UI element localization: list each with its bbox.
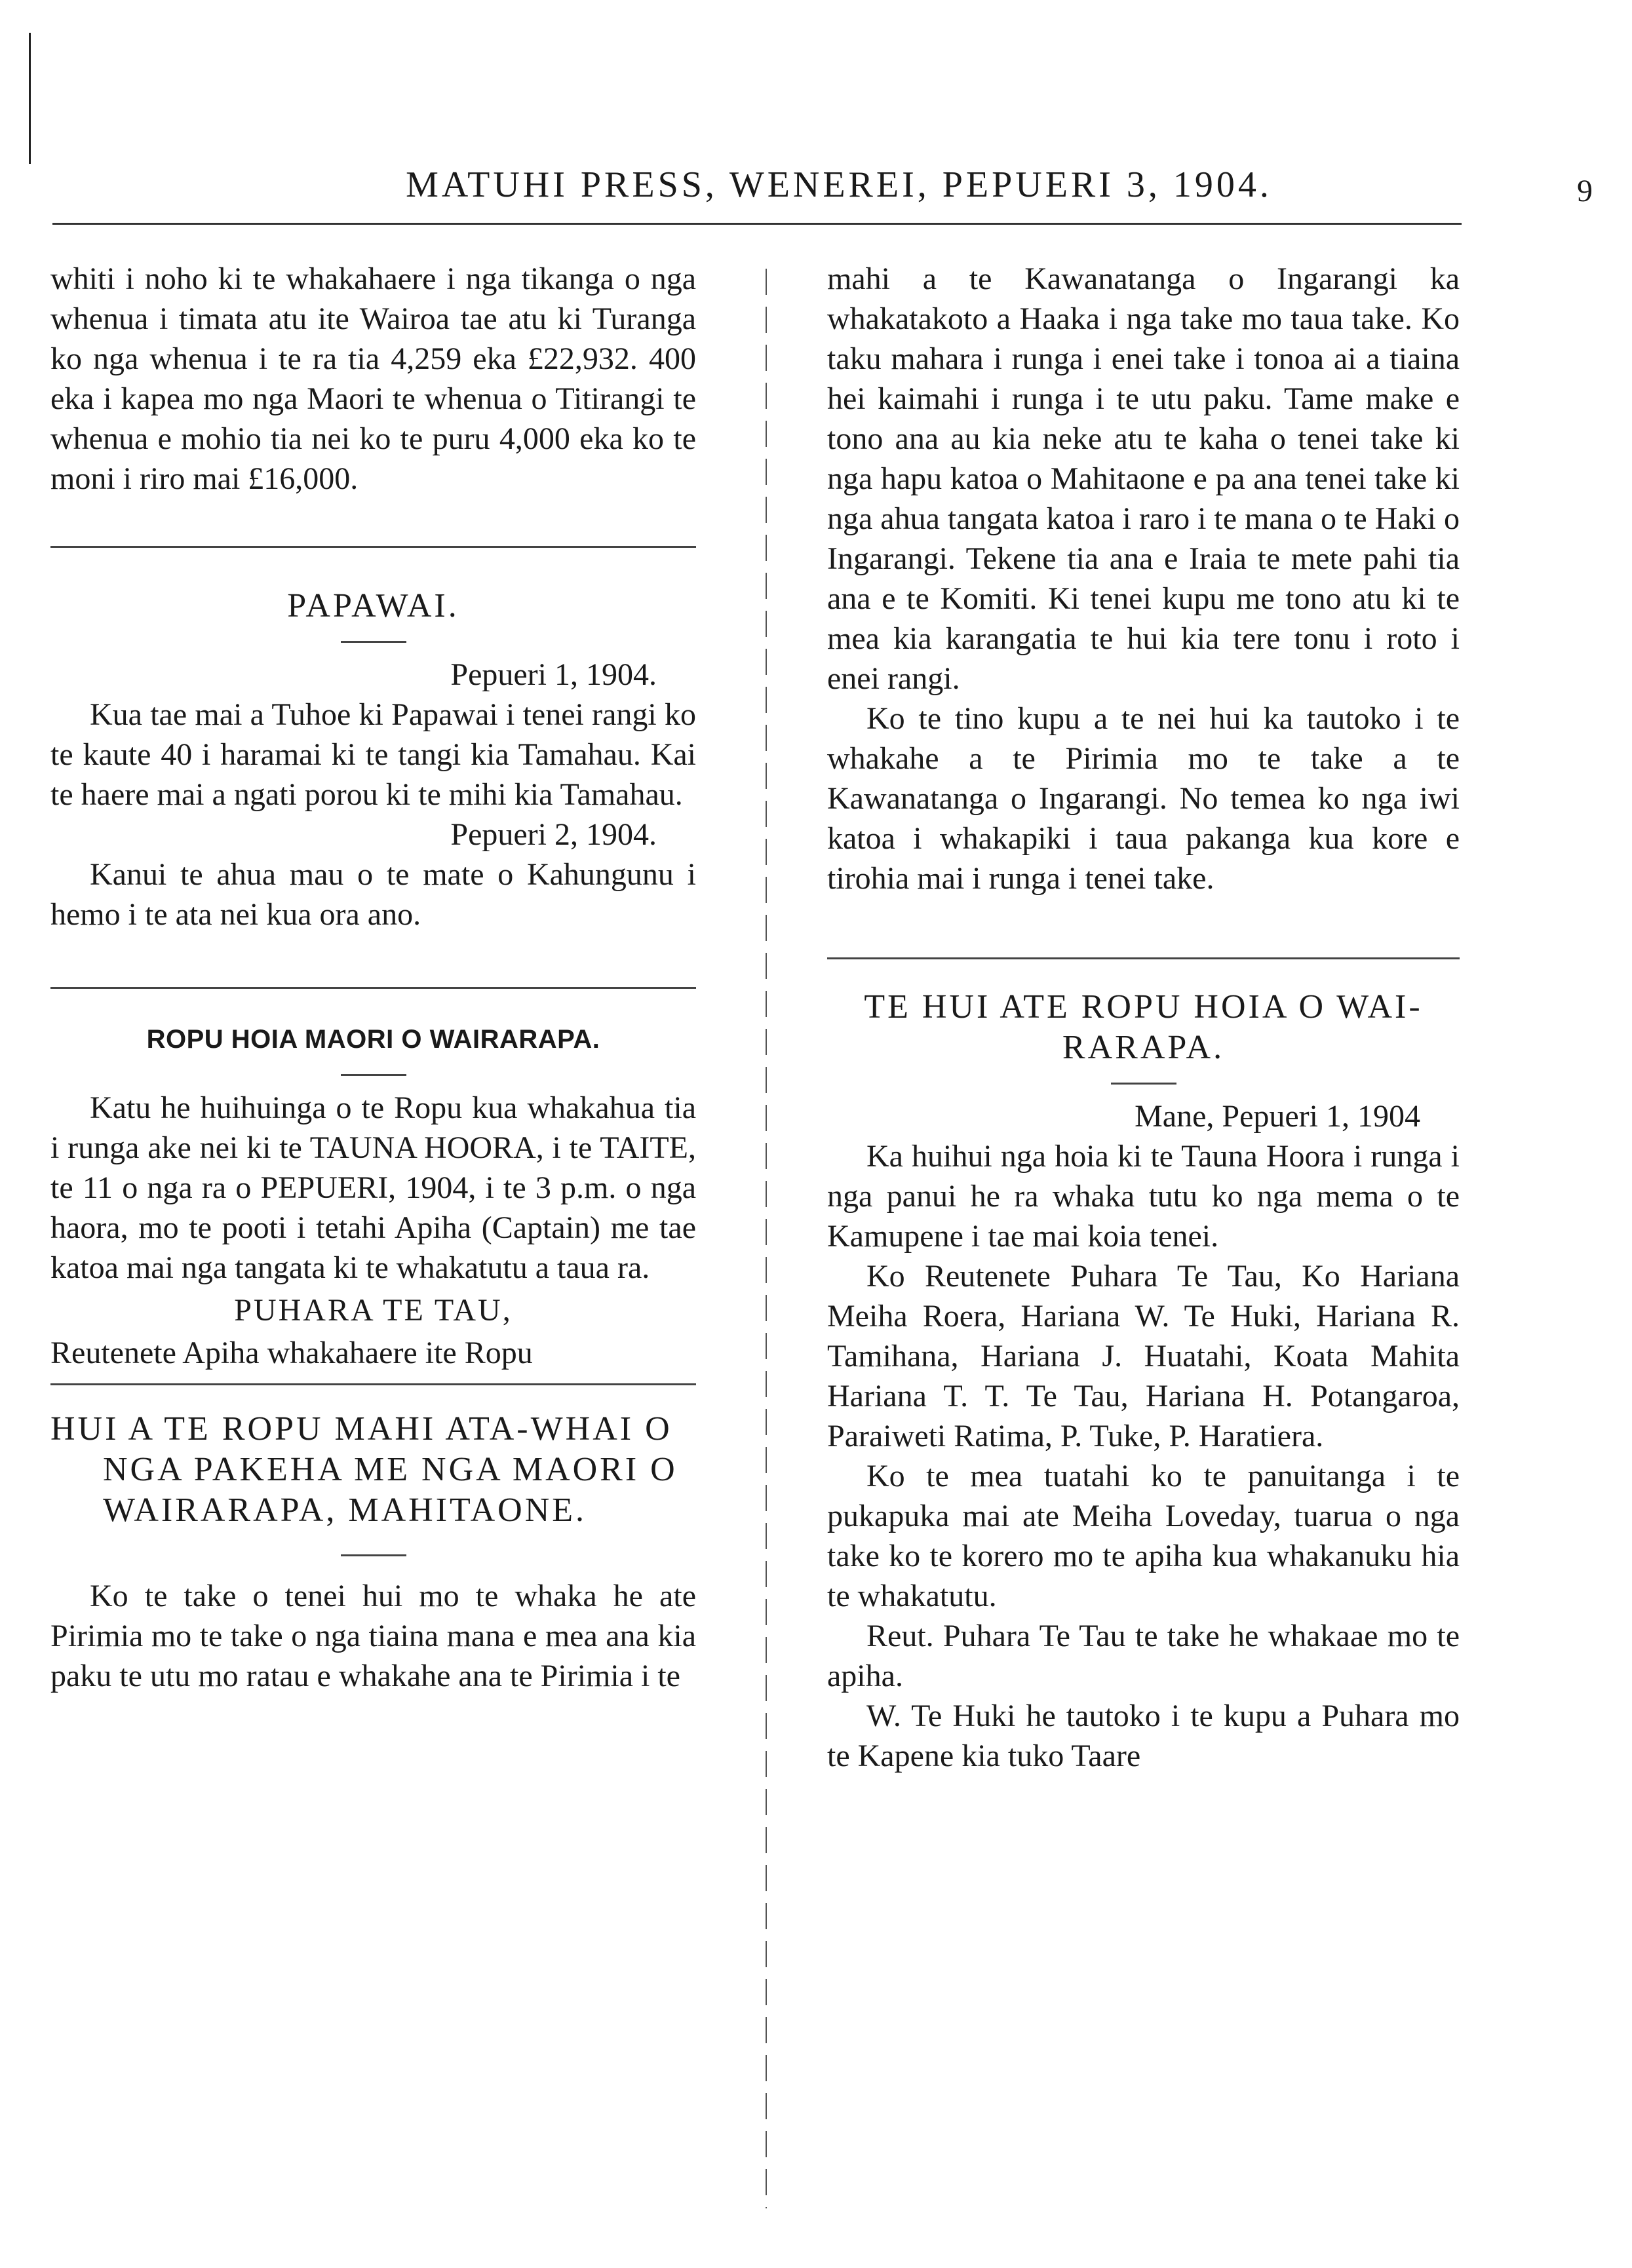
masthead-title: MATUHI PRESS, WENEREI, PEPUERI 3, 1904. bbox=[406, 164, 1272, 205]
signature: PUHARA TE TAU, bbox=[234, 1293, 513, 1328]
heading-rule bbox=[341, 641, 406, 643]
article-paragraph: Ka huihui nga hoia ki te Tauna Hoora i runga i nga panui he ra whaka tutu ko nga mema o te Kamupene i tae mai koia tenei. bbox=[827, 1139, 1460, 1254]
page-header bbox=[52, 164, 1599, 210]
article-paragraph: Ko te tino kupu a te nei hui ka tautoko i te whakahe a te Pirimia mo te take a te Kawanatanga o Ingarangi. No temea ko nga iwi katoa i whakapiki i taua pakanga kua kore e tirohia mai i runga i tenei take. bbox=[827, 701, 1460, 896]
article-paragraph: Ko te mea tuatahi ko te panuitanga i te pukapuka mai ate Meiha Loveday, tuarua o nga take ko te korero mo te apiha kua whakanuku hia te whakatutu. bbox=[827, 1459, 1460, 1613]
right-column bbox=[827, 259, 1460, 1776]
page-number: 9 bbox=[1577, 174, 1593, 208]
header-rule bbox=[52, 223, 1462, 225]
section-rule bbox=[50, 987, 696, 989]
article-paragraph: Reut. Puhara Te Tau te take he whakaae mo te apiha. bbox=[827, 1619, 1460, 1693]
section-rule bbox=[50, 1383, 696, 1385]
margin-rule bbox=[29, 33, 31, 164]
dateline: Pepueri 1, 1904. bbox=[450, 657, 657, 692]
column-divider bbox=[766, 269, 767, 2208]
article-heading: PAPAWAI. bbox=[287, 587, 459, 625]
article-paragraph: Katu he huihuinga o te Ropu kua whakahua tia i runga ake nei ki te TAUNA HOORA, i te TAITE, te 11 o nga ra o PEPUERI, 1904, i te 3 p.m. o nga haora, mo te pooti i tetahi Apiha (Captain) me tae katoa mai nga tangata ki te whakatutu a taua ra. bbox=[50, 1090, 696, 1285]
hui-hoia-article bbox=[827, 987, 1460, 1776]
dateline: Mane, Pepueri 1, 1904 bbox=[1135, 1099, 1420, 1134]
article-paragraph: Ko te take o tenei hui mo te whaka he ate Pirimia mo te take o nga tiaina mana e mea ana kia paku te utu mo ratau e whakahe ana te Pirimia i te bbox=[50, 1579, 696, 1693]
continued-article-text: whiti i noho ki te whakahaere i nga tikanga o nga whenua i timata atu ite Wairoa tae atu ki Turanga ko nga whenua i te ra tia 4,259 eka £22,932. 400 eka i kapea mo nga Maori te whenua o Titirangi te whenua e mohio tia nei ko te puru 4,000 eka ko te moni i riro mai £16,000. bbox=[50, 261, 696, 496]
dateline: Pepueri 2, 1904. bbox=[450, 817, 657, 852]
signature-title: Reutenete Apiha whakahaere ite Ropu bbox=[50, 1336, 533, 1370]
heading-rule bbox=[1111, 1083, 1176, 1085]
article-paragraph: Ko Reutenete Puhara Te Tau, Ko Hariana Meiha Roera, Hariana W. Te Huki, Hariana R. Tamihana, Hariana J. Huatahi, Koata Mahita Hariana T. T. Te Tau, Hariana H. Potangaroa, Paraiweti Ratima, P. Tuke, P. Haratiera. bbox=[827, 1259, 1460, 1453]
section-rule bbox=[50, 546, 696, 548]
article-heading: ROPU HOIA MAORI O WAIRARAPA. bbox=[146, 1025, 600, 1054]
hui-ropu-mahi-article bbox=[50, 1409, 696, 1696]
papawai-article bbox=[50, 586, 696, 934]
continued-article-text: mahi a te Kawanatanga o Ingarangi ka whakatakoto a Haaka i nga take mo taua take. Ko taku mahara i runga i enei take i tonoa ai a tiaina hei kaimahi i runga i te utu paku. Tame make e tono ana au kia neke atu te kaha o tenei take ki nga hapu katoa o Mahitaone e pa ana tenei take ki nga ahua tangata katoa i raro i te mana o te Haki o Ingarangi. Tekene tia ana e Iraia te mete pahi tia ana e te Komiti. Ki tenei kupu me tono atu ki te mea kia karangatia te hui kia tere tonu i roto i enei rangi. bbox=[827, 261, 1460, 696]
article-paragraph: W. Te Huki he tautoko i te kupu a Puhara mo te Kapene kia tuko Taare bbox=[827, 1699, 1460, 1773]
article-paragraph: Kanui te ahua mau o te mate o Kahungunu i hemo i te ata nei kua ora ano. bbox=[50, 857, 696, 932]
heading-rule bbox=[341, 1554, 406, 1556]
section-rule bbox=[827, 957, 1460, 959]
article-paragraph: Kua tae mai a Tuhoe ki Papawai i tenei rangi ko te kaute 40 i haramai ki te tangi kia Tamahau. Kai te haere mai a ngati porou ki te mihi kia Tamahau. bbox=[50, 697, 696, 812]
heading-rule bbox=[341, 1074, 406, 1076]
left-column bbox=[50, 259, 696, 1696]
article-heading: TE HUI ATE ROPU HOIA O WAI-RARAPA. bbox=[864, 988, 1423, 1066]
ropu-hoia-notice bbox=[50, 1019, 696, 1373]
article-heading: HUI A TE ROPU MAHI ATA-WHAI O NGA PAKEHA ME NGA MAORI O WAIRARAPA, MAHITAONE. bbox=[50, 1410, 678, 1529]
